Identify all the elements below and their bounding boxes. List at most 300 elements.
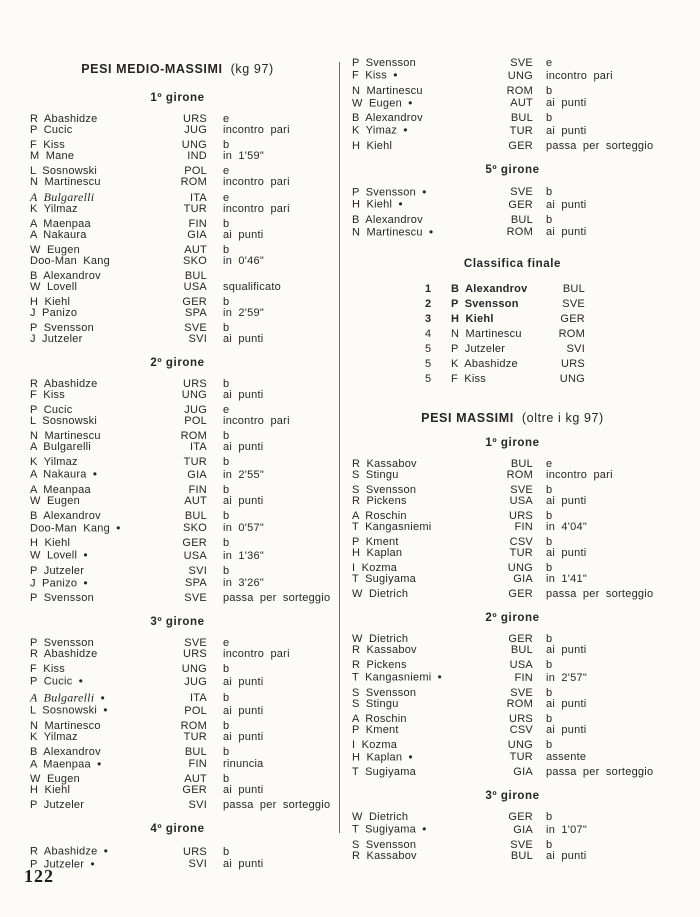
loser-dot-icon: ● — [408, 97, 413, 107]
match-result — [20, 664, 335, 688]
match-row — [20, 800, 335, 811]
wrestler-name: A Maenpaa ● — [30, 758, 102, 770]
match-row — [345, 470, 680, 481]
country-code: SVE — [510, 484, 533, 496]
match-outcome: e — [223, 165, 230, 177]
country-code: BUL — [510, 112, 533, 124]
match-outcome: e — [546, 57, 553, 69]
match-result — [345, 840, 680, 862]
wrestler-name: W Eugen — [30, 494, 80, 507]
wrestler-name: L Sosnowski — [30, 165, 98, 177]
country-code: UNG — [181, 139, 207, 151]
loser-dot-icon: ● — [428, 226, 434, 236]
country-code: UNG — [507, 562, 533, 574]
match-outcome: b — [223, 564, 230, 577]
match-result — [20, 800, 335, 811]
country-code: USA — [183, 281, 207, 293]
match-result — [345, 812, 680, 836]
wrestler-name: B Alexandrov — [352, 213, 423, 226]
wrestler-name: K Yimaz ● — [352, 124, 408, 137]
country-code: TUR — [509, 751, 533, 763]
weight-class-name: PESI MEDIO-MASSIMI — [81, 62, 223, 76]
weight-class-title-massimi — [345, 411, 680, 425]
match-outcome: b — [546, 738, 553, 751]
wrestler-name: T Kangasniemi — [352, 521, 432, 533]
country-code: GER — [508, 588, 533, 600]
country-code: TUR — [183, 456, 207, 468]
match-outcome: incontro pari — [546, 69, 613, 82]
match-result — [20, 593, 335, 604]
match-row — [345, 186, 680, 199]
country-code: IND — [187, 150, 207, 162]
standings-name: P Svensson — [451, 298, 519, 310]
country-code: BUL — [510, 213, 533, 226]
wrestler-name: S Stingu — [352, 697, 399, 710]
standings-rank: 5 — [425, 373, 432, 385]
match-outcome: e — [546, 458, 553, 470]
match-result — [20, 297, 335, 319]
final-standings-title: Classifica finale — [463, 258, 562, 270]
match-row — [345, 751, 680, 764]
match-outcome: e — [223, 113, 230, 125]
wrestler-name: H Kaplan ● — [352, 751, 413, 763]
match-result — [20, 323, 335, 345]
match-row — [345, 86, 680, 97]
match-row — [345, 851, 680, 862]
wrestler-name: P Jutzeler — [30, 564, 85, 577]
country-code: URS — [183, 845, 207, 858]
round-heading: 3º girone — [150, 616, 205, 628]
wrestler-name: F Kiss — [30, 139, 66, 151]
match-row — [345, 714, 680, 725]
wrestler-name: A Nakaura ● — [30, 468, 98, 481]
match-row — [20, 282, 335, 293]
match-row — [345, 767, 680, 778]
match-outcome: b — [546, 686, 553, 699]
match-row — [20, 858, 335, 871]
country-code: GER — [508, 198, 533, 211]
match-result — [345, 485, 680, 507]
country-code: JUG — [184, 404, 207, 416]
wrestler-name: K Yilmaz — [30, 456, 78, 468]
match-outcome: in 2'59" — [223, 307, 264, 319]
standings-country-code: UNG — [559, 373, 585, 385]
country-code: USA — [509, 659, 533, 671]
match-result — [345, 714, 680, 736]
match-outcome: passa per sorteggio — [223, 799, 331, 811]
match-outcome: ai punti — [223, 858, 264, 870]
round-section — [345, 437, 680, 600]
match-outcome: in 1'41" — [546, 573, 587, 585]
country-code: GER — [182, 784, 207, 796]
country-code: GER — [508, 811, 533, 823]
match-result — [345, 660, 680, 684]
match-row — [20, 468, 335, 481]
match-outcome: e — [223, 404, 230, 416]
wrestler-name: A Maenpaa — [30, 218, 91, 230]
standings-name: K Abashidze — [451, 358, 518, 370]
match-result — [20, 538, 335, 562]
wrestler-name: W Eugen — [30, 244, 80, 256]
match-row — [345, 198, 680, 211]
country-code: SVE — [184, 637, 207, 649]
match-result — [20, 140, 335, 162]
match-outcome: passa per sorteggio — [223, 592, 331, 604]
match-outcome: ai punti — [546, 644, 587, 656]
match-outcome: ai punti — [223, 333, 264, 345]
country-code: ROM — [180, 430, 207, 442]
match-row — [20, 511, 335, 522]
match-result — [20, 114, 335, 136]
match-outcome: ai punti — [546, 198, 587, 211]
match-outcome: b — [546, 562, 553, 574]
match-result — [20, 692, 335, 717]
wrestler-name: A Roschin — [352, 510, 407, 522]
country-code: BUL — [184, 509, 207, 522]
wrestler-name: J Jutzeler — [30, 333, 83, 345]
round-section — [20, 357, 335, 604]
loser-dot-icon: ● — [78, 676, 83, 685]
wrestler-name: Doo-Man Kang ● — [30, 522, 121, 534]
match-result — [20, 431, 335, 453]
country-code: SPA — [185, 307, 207, 319]
match-row — [20, 785, 335, 796]
match-row — [345, 699, 680, 710]
wrestler-name: P Jutzeler ● — [30, 858, 95, 870]
match-outcome: b — [223, 296, 230, 308]
match-result — [20, 774, 335, 796]
match-result — [345, 215, 680, 239]
match-row — [20, 538, 335, 549]
round-matches — [345, 634, 680, 778]
match-result — [20, 379, 335, 401]
country-code: POL — [184, 165, 207, 177]
match-outcome: b — [546, 84, 553, 97]
standings-rank: 5 — [425, 343, 432, 355]
country-code: ROM — [180, 719, 207, 732]
column-divider-line — [339, 62, 340, 833]
wrestler-name: J Panizo — [30, 307, 78, 319]
match-outcome: incontro pari — [223, 124, 290, 136]
standings-country-code: SVE — [562, 298, 585, 310]
wrestler-name: R Kassabov — [352, 644, 417, 656]
match-outcome: ai punti — [546, 97, 587, 109]
wrestler-name: F Kiss — [30, 663, 66, 675]
round-section — [20, 823, 335, 870]
match-result — [20, 457, 335, 481]
match-row — [20, 566, 335, 577]
standings-country-code: SVI — [566, 343, 585, 355]
wrestler-name: N Martinescu — [30, 430, 101, 442]
wrestler-name: R Abashidze — [30, 648, 98, 660]
standings-row — [345, 282, 680, 297]
country-code: TUR — [509, 547, 533, 559]
country-code: FIN — [188, 218, 207, 230]
wrestler-name: W Lovell — [30, 281, 78, 293]
wrestler-name: N Martinesco — [30, 719, 101, 732]
match-row — [20, 151, 335, 162]
country-code: TUR — [509, 124, 533, 137]
wrestler-name: P Svensson — [30, 637, 95, 649]
standings-row — [345, 327, 680, 342]
match-outcome: ai punti — [546, 723, 587, 736]
country-code: TUR — [183, 730, 207, 743]
match-result — [20, 271, 335, 293]
wrestler-name: S Svensson — [352, 686, 417, 699]
round-heading: 1º girone — [150, 92, 205, 104]
match-outcome: ai punti — [223, 389, 264, 401]
match-result — [345, 688, 680, 710]
wrestler-name: I Kozma — [352, 562, 398, 574]
wrestler-name: R Abashidze — [30, 378, 98, 390]
wrestler-name: H Kiehl — [30, 537, 71, 549]
match-row — [345, 215, 680, 226]
wrestler-name: S Svensson — [352, 838, 417, 851]
match-result — [345, 740, 680, 764]
loser-dot-icon: ● — [83, 550, 88, 559]
country-code: UNG — [507, 738, 533, 751]
round-matches — [345, 459, 680, 600]
country-code: URS — [509, 712, 533, 725]
match-outcome: in 1'36" — [223, 549, 264, 562]
wrestler-name: N Martinescu ● — [352, 226, 434, 238]
wrestler-name: N Martinescu — [352, 84, 423, 97]
loser-dot-icon: ● — [398, 199, 403, 208]
match-outcome: incontro pari — [223, 415, 290, 427]
loser-dot-icon: ● — [403, 125, 408, 134]
match-result — [345, 459, 680, 481]
match-row — [20, 522, 335, 535]
country-code: GIA — [513, 823, 533, 836]
country-code: GER — [508, 633, 533, 645]
country-code: GER — [508, 139, 533, 152]
wrestler-name: A Bulgarelli ● — [30, 690, 105, 704]
wrestler-name: H Kiehl ● — [352, 198, 403, 211]
match-outcome: in 2'57" — [546, 671, 587, 684]
wrestler-name: M Mane — [30, 150, 75, 162]
round-heading: 3º girone — [485, 790, 540, 802]
country-code: SVE — [184, 322, 207, 334]
country-code: AUT — [184, 244, 207, 256]
standings-country-code: BUL — [562, 283, 585, 295]
wrestler-name: W Eugen ● — [352, 97, 413, 109]
match-result — [345, 86, 680, 110]
country-code: BUL — [184, 745, 207, 758]
match-outcome: e — [223, 192, 230, 204]
country-code: SVE — [510, 686, 533, 699]
loser-dot-icon: ● — [408, 751, 413, 761]
match-outcome: ai punti — [546, 697, 587, 710]
round-heading: 2º girone — [485, 612, 540, 624]
country-code: URS — [183, 648, 207, 660]
standings-name: B Alexandrov — [451, 283, 528, 295]
wrestler-name: T Sugiyama — [352, 573, 416, 585]
country-code: GIA — [187, 468, 207, 481]
round-heading: 2º girone — [150, 357, 205, 369]
match-row — [20, 747, 335, 758]
loser-dot-icon: ● — [103, 705, 108, 714]
wrestler-name: B Alexandrov — [30, 509, 101, 522]
country-code: SVE — [510, 57, 533, 69]
country-code: CSV — [509, 723, 533, 736]
round-matches — [20, 114, 335, 345]
match-result — [345, 589, 680, 600]
match-outcome: b — [223, 456, 230, 468]
match-result — [345, 58, 680, 82]
standings-country-code: URS — [561, 358, 585, 370]
match-outcome: b — [223, 244, 230, 256]
match-result — [20, 747, 335, 771]
wrestler-name: R Pickens — [352, 495, 407, 507]
match-outcome: ai punti — [546, 547, 587, 559]
match-row — [20, 308, 335, 319]
wrestler-name: P Svensson — [30, 592, 95, 604]
match-outcome: b — [223, 430, 230, 442]
match-outcome: incontro pari — [223, 176, 290, 188]
match-outcome: rinuncia — [223, 758, 264, 770]
match-outcome: b — [546, 213, 553, 226]
wrestler-name: S Stingu — [352, 469, 399, 481]
country-code: JUG — [184, 124, 207, 136]
round-matches — [345, 812, 680, 862]
loser-dot-icon: ● — [437, 672, 442, 681]
match-outcome: in 0'57" — [223, 522, 264, 534]
loser-dot-icon: ● — [422, 186, 427, 196]
left-column — [20, 0, 335, 874]
match-outcome: ai punti — [546, 495, 587, 507]
match-outcome: b — [223, 537, 230, 549]
match-result — [20, 485, 335, 507]
match-row — [20, 732, 335, 743]
country-code: ROM — [180, 176, 207, 188]
match-outcome: b — [223, 745, 230, 758]
match-outcome: b — [223, 692, 230, 704]
match-row — [345, 58, 680, 69]
wrestler-name: A Roschin — [352, 712, 407, 725]
match-row — [20, 230, 335, 241]
country-code: FIN — [514, 671, 533, 684]
country-code: ITA — [189, 441, 207, 453]
weight-class-limit: (oltre i kg 97) — [521, 411, 604, 425]
match-outcome: ai punti — [223, 730, 264, 743]
loser-dot-icon: ● — [103, 846, 109, 855]
country-code: CSV — [509, 536, 533, 548]
match-row — [20, 442, 335, 453]
wrestler-name: K Yilmaz — [30, 203, 78, 215]
match-row — [20, 416, 335, 427]
wrestler-name: N Martinescu — [30, 176, 101, 188]
match-row — [345, 725, 680, 736]
country-code: UNG — [507, 69, 533, 82]
match-result — [345, 634, 680, 656]
country-code: POL — [184, 415, 207, 427]
round-section — [20, 92, 335, 345]
country-code: GIA — [513, 573, 533, 585]
match-outcome: ai punti — [223, 675, 264, 688]
standings-rank: 5 — [425, 358, 432, 370]
match-outcome: b — [546, 510, 553, 522]
weight-class-title-medio-massimi — [20, 62, 335, 76]
wrestler-name: H Kaplan — [352, 547, 403, 559]
match-row — [20, 334, 335, 345]
match-outcome: b — [546, 811, 553, 823]
match-outcome: b — [223, 509, 230, 522]
country-code: SVE — [510, 838, 533, 851]
country-code: SVI — [188, 799, 207, 811]
country-code: URS — [509, 510, 533, 522]
country-code: ROM — [506, 84, 533, 97]
match-row — [20, 485, 335, 496]
match-outcome: b — [223, 663, 230, 675]
match-row — [20, 675, 335, 688]
match-row — [345, 496, 680, 507]
match-outcome: b — [223, 378, 230, 390]
round-matches — [345, 186, 680, 239]
country-code: FIN — [188, 483, 207, 496]
match-result — [20, 566, 335, 590]
match-row — [345, 589, 680, 600]
wrestler-name: H Kiehl — [30, 784, 71, 796]
country-code: GER — [182, 296, 207, 308]
loser-dot-icon: ● — [100, 692, 105, 702]
match-outcome: in 4'04" — [546, 521, 587, 533]
country-code: BUL — [510, 849, 533, 862]
round-heading: 1º girone — [485, 437, 540, 449]
match-row — [345, 226, 680, 239]
wrestler-name: Doo-Man Kang — [30, 255, 110, 267]
country-code: UNG — [181, 389, 207, 401]
wrestler-name: F Kiss ● — [352, 69, 398, 82]
wrestler-name: W Lovell ● — [30, 549, 88, 562]
country-code: ITA — [189, 192, 207, 204]
match-row — [345, 522, 680, 533]
match-result — [20, 511, 335, 535]
match-result — [20, 638, 335, 660]
rounds-massimi — [345, 437, 680, 862]
standings-name: N Martinescu — [451, 328, 522, 340]
match-outcome: b — [223, 139, 230, 151]
country-code: ITA — [189, 692, 207, 704]
match-row — [20, 664, 335, 675]
match-outcome: e — [223, 637, 230, 649]
country-code: JUG — [184, 675, 207, 688]
loser-dot-icon: ● — [92, 469, 98, 478]
wrestler-name: S Svensson — [352, 484, 417, 496]
match-row — [20, 721, 335, 732]
match-row — [20, 379, 335, 390]
country-code: TUR — [183, 203, 207, 215]
rounds-right — [345, 164, 680, 239]
round-section — [20, 616, 335, 811]
standings-rank: 4 — [425, 328, 432, 340]
wrestler-name: A Meanpaa — [30, 483, 91, 496]
country-code: GER — [182, 537, 207, 549]
standings-row — [345, 372, 680, 387]
match-outcome: incontro pari — [223, 648, 290, 660]
right-column — [345, 0, 680, 866]
standings-name: P Jutzeler — [451, 343, 506, 355]
match-outcome: b — [223, 218, 230, 230]
page-number: 122 — [24, 866, 54, 886]
final-standings-rows — [345, 282, 680, 387]
match-row — [345, 548, 680, 559]
country-code: AUT — [184, 773, 207, 785]
wrestler-name: P Svensson — [30, 322, 95, 334]
match-outcome: in 1'07" — [546, 823, 587, 836]
match-outcome: ai punti — [546, 226, 587, 238]
loser-dot-icon: ● — [83, 577, 88, 587]
match-row — [345, 69, 680, 82]
